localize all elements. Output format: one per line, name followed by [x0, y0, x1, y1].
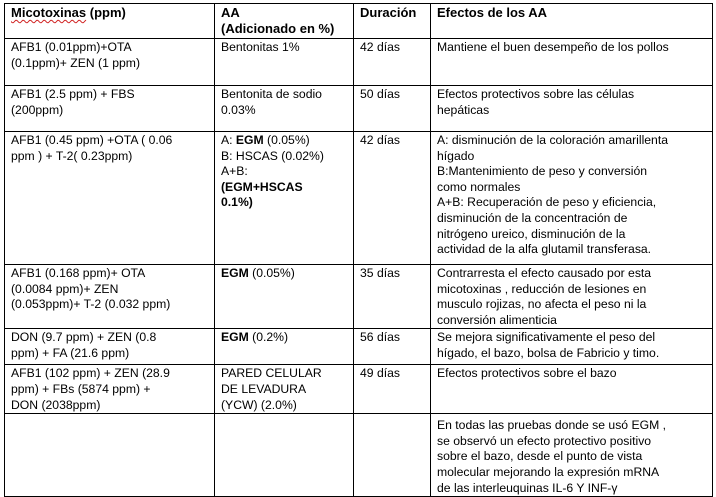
- cell-efectos: Se mejora significativamente el peso del hígado, el bazo, bolsa de Fabricio y timo.: [431, 329, 713, 365]
- cell-duracion: 49 días: [354, 365, 431, 414]
- header-efectos: Efectos de los AA: [431, 4, 713, 39]
- cell-aa: A: EGM (0.05%) B: HSCAS (0.02%) A+B: (EGM+HSCAS 0.1%): [215, 132, 354, 265]
- cell-micotoxinas: AFB1 (0.45 ppm) +OTA ( 0.06 ppm ) + T-2( 0.23ppm): [5, 132, 215, 265]
- table-row: [5, 86, 713, 132]
- table-row: [5, 365, 713, 414]
- table-row: [5, 414, 713, 497]
- header-aa: AA (Adicionado en %): [215, 4, 354, 39]
- cell-micotoxinas: AFB1 (0.01ppm)+OTA (0.1ppm)+ ZEN (1 ppm): [5, 39, 215, 86]
- cell-aa: Bentonita de sodio 0.03%: [215, 86, 354, 132]
- header-micotoxinas: Micotoxinas (ppm): [5, 4, 215, 39]
- cell-duracion: 35 días: [354, 265, 431, 329]
- mycotoxin-table: [4, 3, 713, 497]
- cell-duracion: 42 días: [354, 39, 431, 86]
- header-row: [5, 4, 713, 39]
- cell-duracion: [354, 414, 431, 497]
- cell-aa: EGM (0.05%): [215, 265, 354, 329]
- cell-aa: EGM (0.2%): [215, 329, 354, 365]
- cell-micotoxinas: [5, 414, 215, 497]
- cell-duracion: 42 días: [354, 132, 431, 265]
- cell-micotoxinas: AFB1 (2.5 ppm) + FBS (200ppm): [5, 86, 215, 132]
- cell-duracion: 56 días: [354, 329, 431, 365]
- table-row: [5, 265, 713, 329]
- cell-aa: Bentonitas 1%: [215, 39, 354, 86]
- cell-aa: [215, 414, 354, 497]
- table-row: [5, 39, 713, 86]
- cell-micotoxinas: DON (9.7 ppm) + ZEN (0.8 ppm) + FA (21.6 ppm): [5, 329, 215, 365]
- table-row: [5, 132, 713, 265]
- cell-efectos: Mantiene el buen desempeño de los pollos: [431, 39, 713, 86]
- cell-efectos: Efectos protectivos sobre las células hepáticas: [431, 86, 713, 132]
- cell-efectos: En todas las pruebas donde se usó EGM , se observó un efecto protectivo positivo sobre el bazo, desde el punto de vista molecular mejorando la expresión mRNA de las interleuquinas IL-6 Y INF-γ: [431, 414, 713, 497]
- cell-micotoxinas: AFB1 (102 ppm) + ZEN (28.9 ppm) + FBs (5874 ppm) + DON (2038ppm): [5, 365, 215, 414]
- cell-efectos: Contrarresta el efecto causado por esta micotoxinas , reducción de lesiones en musculo rojizas, no afecta el peso ni la conversión alimenticia: [431, 265, 713, 329]
- cell-efectos: Efectos protectivos sobre el bazo: [431, 365, 713, 414]
- cell-duracion: 50 días: [354, 86, 431, 132]
- cell-aa: PARED CELULAR DE LEVADURA (YCW) (2.0%): [215, 365, 354, 414]
- table-row: [5, 329, 713, 365]
- cell-micotoxinas: AFB1 (0.168 ppm)+ OTA (0.0084 ppm)+ ZEN (0.053ppm)+ T-2 (0.032 ppm): [5, 265, 215, 329]
- cell-efectos: A: disminución de la coloración amarillenta hígado B:Mantenimiento de peso y conversión como normales A+B: Recuperación de peso y eficiencia, disminución de la concentración de nitrógeno ureico, disminución de la actividad de la alfa glutamil transferasa.: [431, 132, 713, 265]
- header-duracion: Duración: [354, 4, 431, 39]
